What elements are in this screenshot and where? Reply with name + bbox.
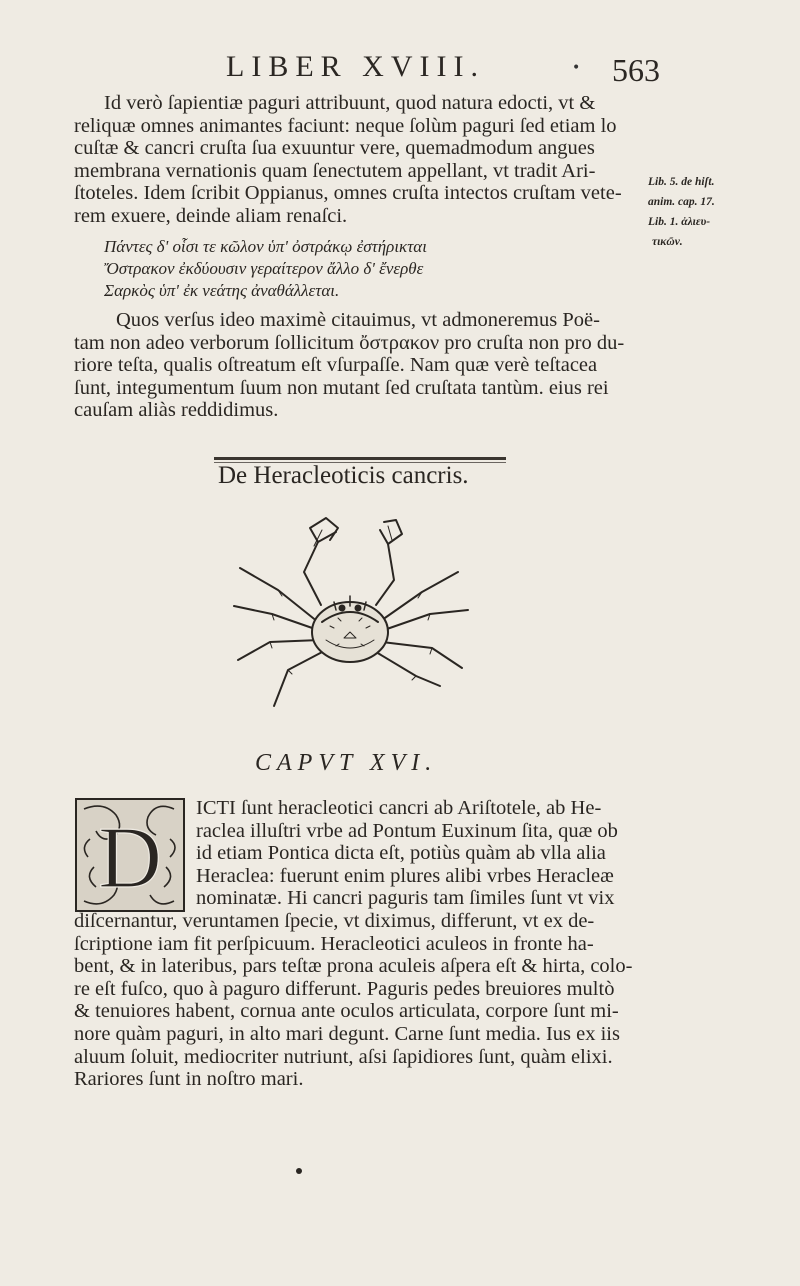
text-line: aluum ſoluit, mediocriter nutriunt, aſsi ſapidiores ſunt, quàm elixi.: [74, 1045, 613, 1068]
text-line: diſcernantur, veruntamen ſpecie, vt diximus, differunt, vt ex de-: [74, 909, 595, 932]
text-line: cuſtæ & cancri cruſta ſua exuuntur vere, quemadmodum angues: [74, 137, 595, 160]
margin-note: Lib. 5. de hiſt.: [648, 176, 715, 188]
text-line: Heraclea: fuerunt enim plures alibi vrbes Heracleæ: [196, 864, 614, 887]
section-rule: [214, 457, 506, 460]
text-line: riore teſta, qualis oſtreatum eſt vſurpaſſe. Nam quæ verè teſtacea: [74, 354, 598, 377]
text-line: raclea illuſtri vrbe ad Pontum Euxinum ſita, quæ ob: [196, 819, 618, 842]
text-line: nominatæ. Hi cancri paguris tam ſimiles ſunt vt vix: [196, 887, 615, 910]
text-line: & tenuiores habent, cornua ante oculos articulata, corpore ſunt mi-: [74, 1000, 619, 1023]
text-line: Id verò ſapientiæ paguri attribuunt, quod natura edocti, vt &: [104, 92, 596, 114]
chapter-text: [74, 797, 644, 1091]
text-line: reliquæ omnes animantes faciunt: neque ſolùm paguri ſed etiam lo: [74, 114, 617, 137]
text-line: cauſam aliàs reddidimus.: [74, 399, 279, 422]
text-line: membrana vernationis quam ſenectutem appellant, vt tradit Ari-: [74, 159, 596, 182]
paragraph-1: [74, 92, 644, 228]
header-mark: •: [572, 60, 581, 76]
ink-dot: [296, 1168, 302, 1174]
text-line: nore quàm paguri, in alto mari degunt. Carne ſunt media. Ius ex iis: [74, 1022, 620, 1045]
text-line: ICTI ſunt heracleotici cancri ab Ariſtotele, ab He-: [196, 797, 602, 819]
text-line: id etiam Pontica dicta eſt, potiùs quàm ab vlla alia: [196, 842, 606, 865]
text-line: ſcriptione iam fit perſpicuum. Heracleotici aculeos in fronte ha-: [74, 932, 594, 955]
crab-illustration: [226, 510, 476, 740]
text-line: bent, & in lateribus, pars teſtæ prona aculeis aſpera eſt & hirta, colo-: [74, 955, 633, 978]
text-line: Rariores ſunt in noſtro mari.: [74, 1068, 304, 1091]
chapter-heading: CAPVT XVI.: [255, 750, 438, 776]
verse-line: Σαρκὸς ὑπ' ἐκ νεάτης ἀναθάλλεται.: [104, 281, 340, 300]
page-header: [0, 44, 800, 94]
verse-line: Ὄστρακον ἐκδύουσιν γεραίτερον ἄλλο δ' ἔνερθε: [104, 259, 424, 278]
text-line: ſunt, integumentum ſuum non mutant ſed cruſtata tantùm. eius rei: [74, 376, 609, 399]
page-number: 563: [612, 52, 660, 88]
verse-line: Πάντες δ' οἷσι τε κῶλον ὑπ' ὀστράκῳ ἐστήρικται: [104, 237, 427, 256]
section-title: De Heracleoticis cancris.: [218, 462, 469, 489]
margin-note: τικῶν.: [652, 236, 683, 248]
text-line: Quos verſus ideo maximè citauimus, vt admoneremus Poë-: [116, 309, 600, 331]
text-line: re eſt fuſco, quo à paguro differunt. Paguris pedes breuiores multò: [74, 977, 615, 1000]
margin-note: Lib. 1. ἁλιευ-: [648, 216, 711, 228]
margin-note: anim. cap. 17.: [648, 196, 715, 208]
text-line: tam non adeo verborum ſollicitum ὄστρακον pro cruſta non pro du-: [74, 331, 625, 354]
text-line: ſtoteles. Idem ſcribit Oppianus, omnes cruſta intectos cruſtam vete-: [74, 182, 622, 205]
initial-letter: D: [98, 810, 162, 907]
text-line: rem exuere, deinde aliam renaſci.: [74, 204, 348, 227]
running-title: LIBER XVIII.: [226, 50, 485, 83]
paragraph-2: [74, 309, 644, 422]
greek-verse: [104, 236, 674, 302]
